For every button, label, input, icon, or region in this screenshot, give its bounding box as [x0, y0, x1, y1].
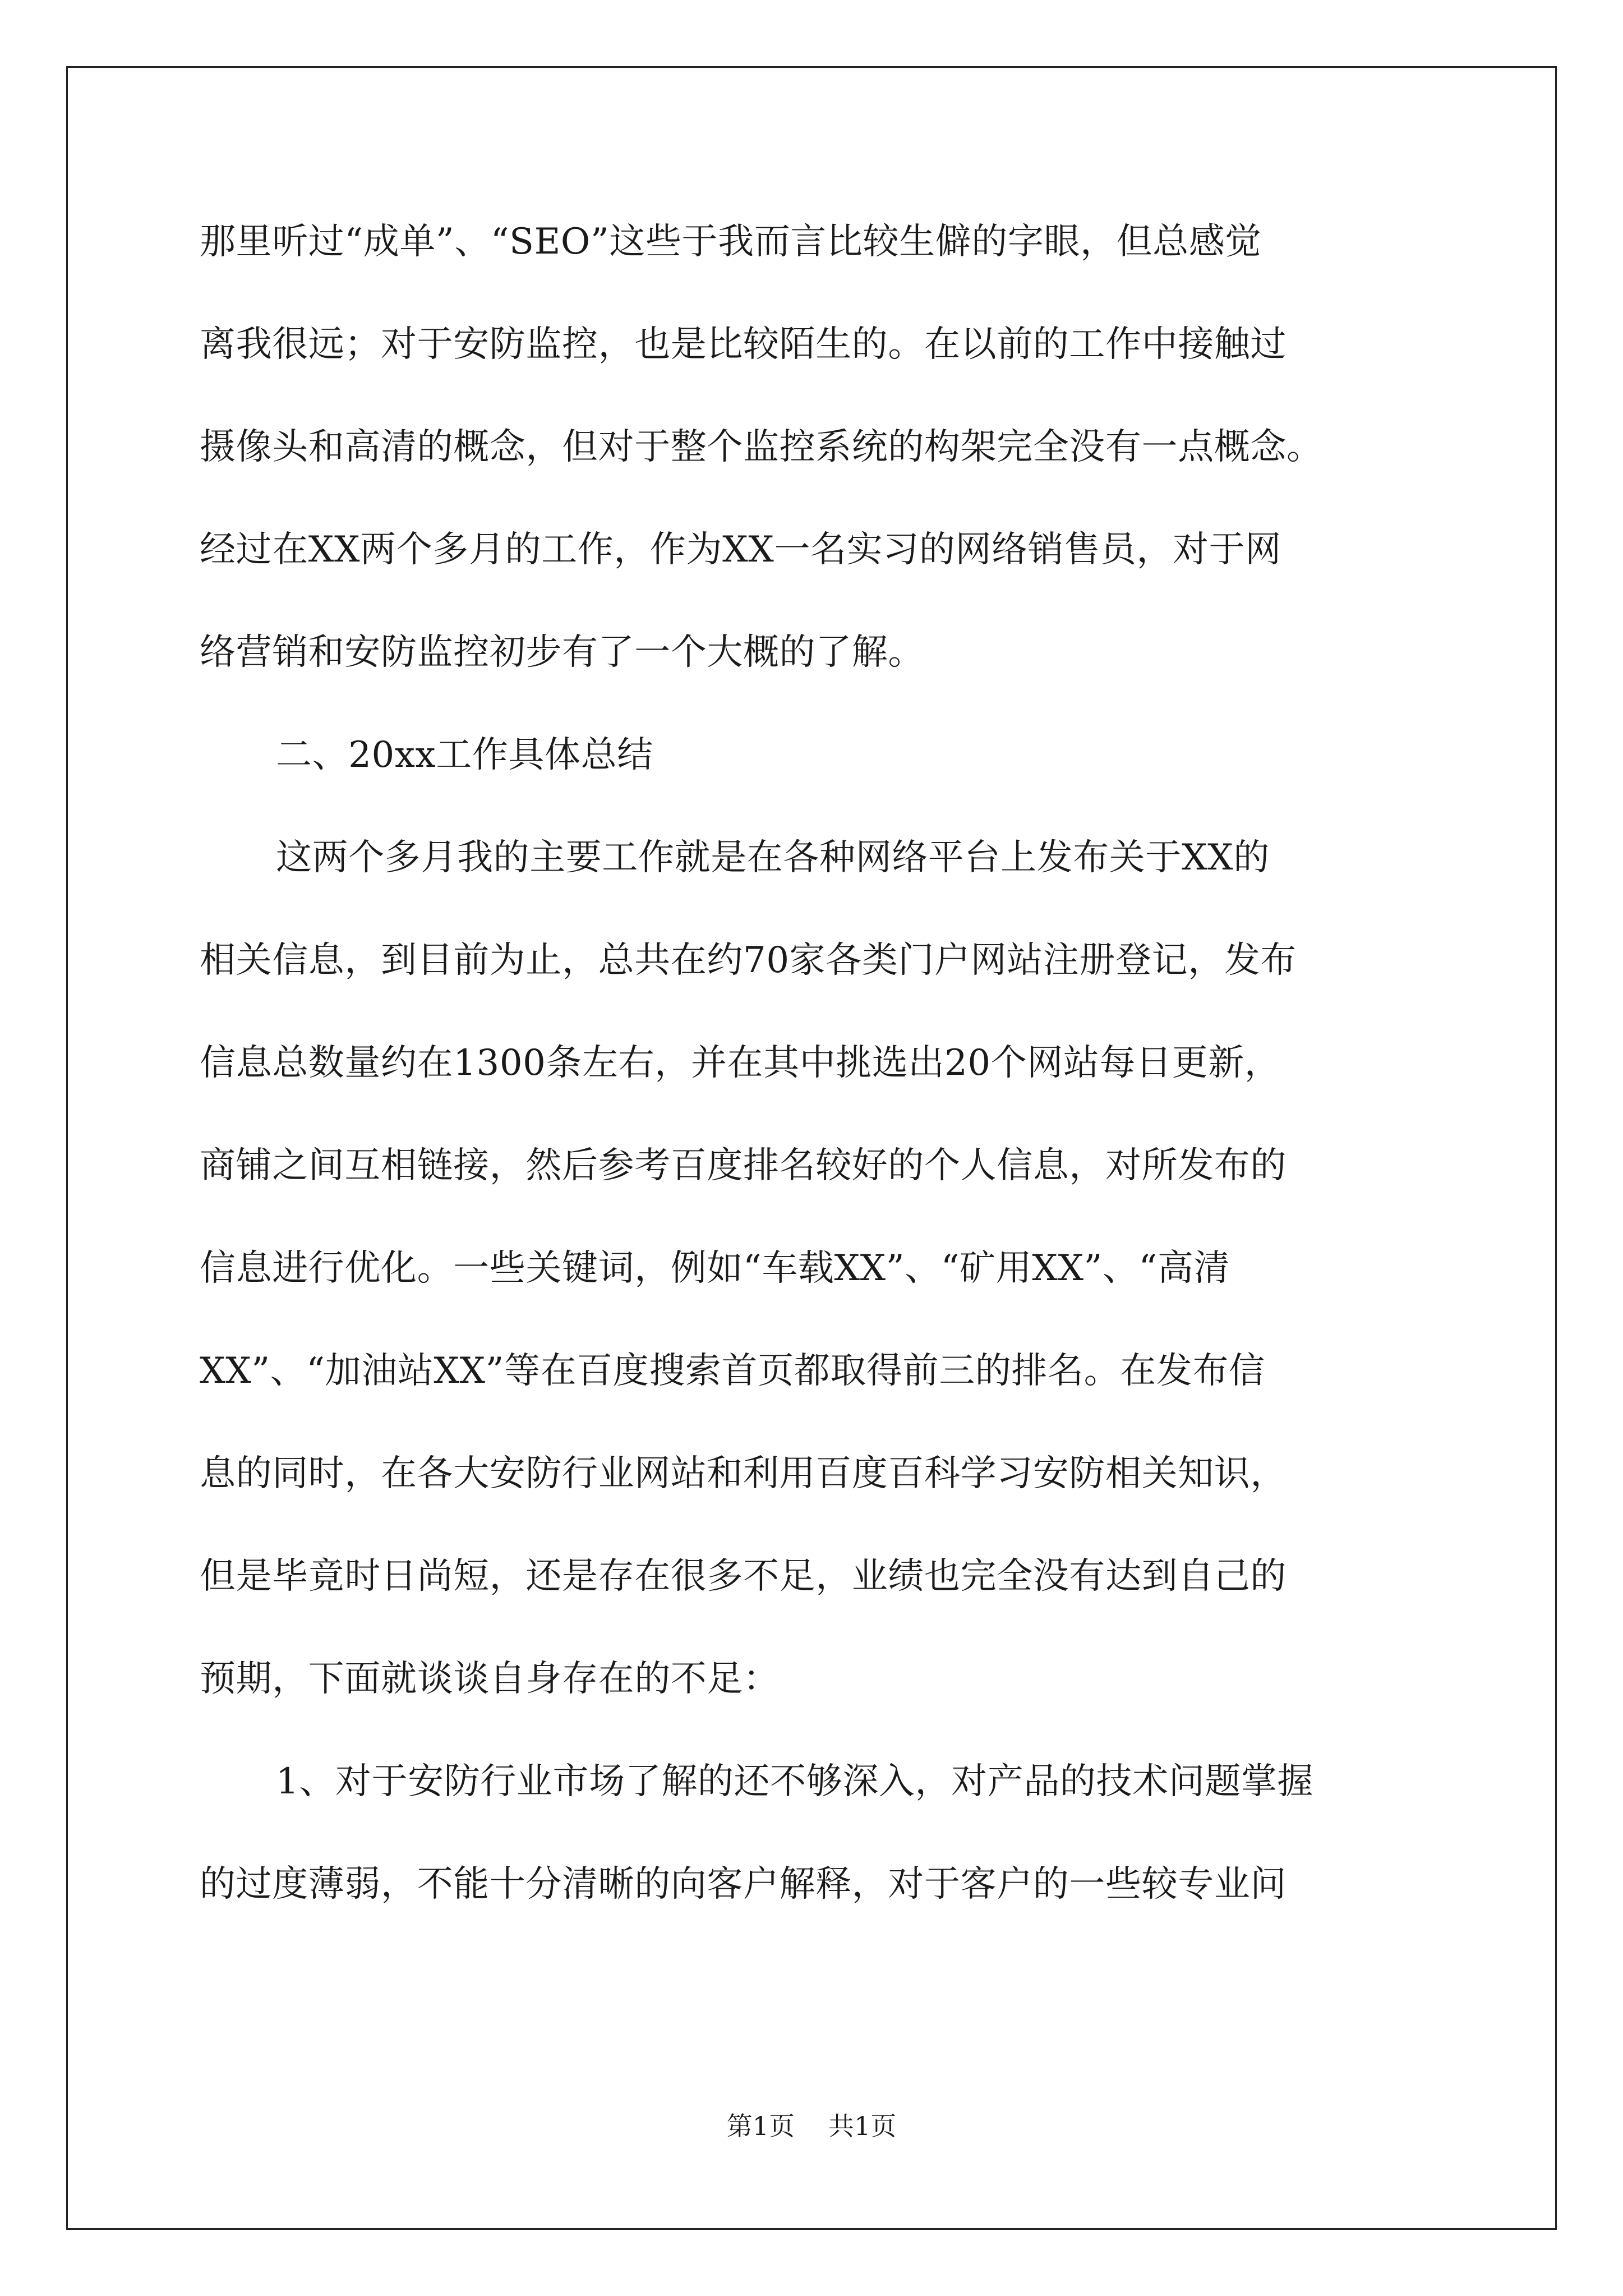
document-body	[200, 191, 1428, 1936]
page-number-total: 共1页	[828, 2111, 897, 2141]
text-line: 那里听过“成单”、“SEO”这些于我而言比较生僻的字眼，但总感觉	[200, 221, 1262, 263]
section-heading: 二、20xx工作具体总结	[276, 734, 653, 776]
text-line: 摄像头和高清的概念，但对于整个监控系统的构架完全没有一点概念。	[200, 426, 1323, 468]
page-number-current: 第1页	[726, 2111, 795, 2141]
page-footer	[0, 2109, 1623, 2143]
text-line: XX”、“加油站XX”等在百度搜索首页都取得前三的排名。在发布信	[200, 1350, 1265, 1392]
text-line: 络营销和安防监控初步有了一个大概的了解。	[200, 632, 924, 673]
text-line: 相关信息，到目前为止，总共在约70家各类门户网站注册登记，发布	[200, 940, 1297, 981]
text-line: 的过度薄弱，不能十分清晰的向客户解释，对于客户的一些较专业问	[200, 1864, 1287, 1905]
text-line: 信息进行优化。一些关键词，例如“车载XX”、“矿用XX”、“高清	[200, 1248, 1230, 1289]
text-line: 预期，下面就谈谈自身存在的不足：	[200, 1658, 780, 1700]
text-line: 1、对于安防行业市场了解的还不够深入，对产品的技术问题掌握	[276, 1761, 1314, 1802]
text-line: 商铺之间互相链接，然后参考百度排名较好的个人信息，对所发布的	[200, 1145, 1287, 1186]
text-line: 经过在XX两个多月的工作，作为XX一名实习的网络销售员，对于网	[200, 529, 1281, 570]
text-line: 但是毕竟时日尚短，还是存在很多不足，业绩也完全没有达到自己的	[200, 1556, 1287, 1597]
text-line: 息的同时，在各大安防行业网站和利用百度百科学习安防相关知识，	[200, 1453, 1287, 1494]
text-line: 这两个多月我的主要工作就是在各种网络平台上发布关于XX的	[276, 837, 1270, 878]
text-line: 离我很远；对于安防监控，也是比较陌生的。在以前的工作中接触过	[200, 324, 1287, 365]
text-line: 信息总数量约在1300条左右，并在其中挑选出20个网站每日更新，	[200, 1042, 1281, 1084]
